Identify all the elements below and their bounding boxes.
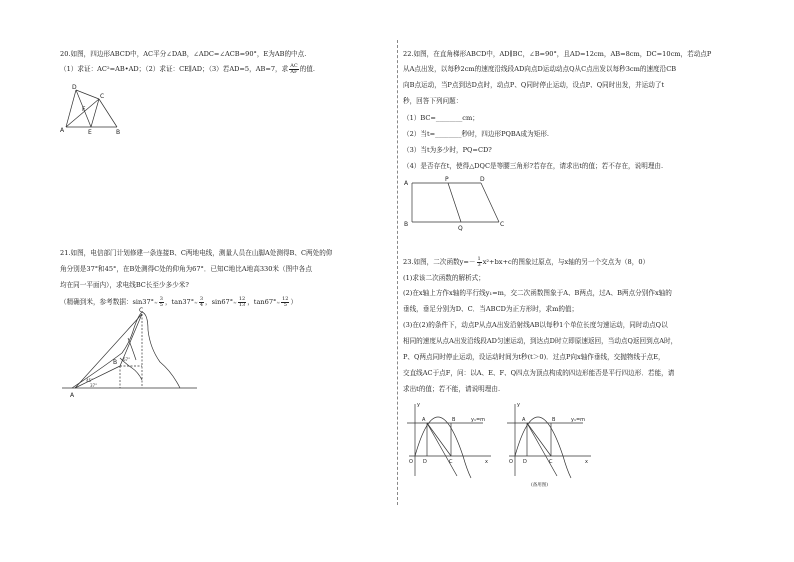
q23-line-1 xyxy=(403,256,649,269)
q20-label-e: E xyxy=(88,129,92,136)
q21-f2-num: 3 xyxy=(199,295,204,302)
q20-label-f: F xyxy=(82,106,86,113)
q23-f2-label-o: O xyxy=(509,459,513,465)
q21-frac-sin37 xyxy=(159,297,164,308)
q21-approx-1: ≈ xyxy=(153,301,158,306)
q23-f2-label-c: C xyxy=(549,459,553,465)
q21-angle-37: 37° xyxy=(90,383,98,388)
q21-frac-tan37 xyxy=(199,297,204,308)
q22-label-b: B xyxy=(404,221,409,228)
q21-approx-4: ≈ xyxy=(276,301,281,306)
q22-line-1: 22.如图，在直角梯形ABCD中，AD∥BC，∠B=90°，且AD=12cm，AB=8cm，DC=10cm，若动点P xyxy=(403,50,712,58)
q23-f2-label-a: A xyxy=(522,417,526,423)
q23-line-1a: 23.如图，二次函数y=－ xyxy=(403,258,476,266)
q21-line-2: 角分别是37°和45°，在B处测得C处的仰角为67°．已知C地比A地高330米（图中各点 xyxy=(60,265,312,273)
q23-line-1b: x²+bx+c的图象过原点，与x轴的另一个交点为（8，0） xyxy=(482,258,650,266)
q22-sub-2: （2）当t=________秒时，四边形PQBA成为矩形. xyxy=(403,130,550,138)
q23-sub-3b: 相同的速度从点A出发沿线段AD匀速运动，到达点D时立即原速返回，当动点Q返回到点A时， xyxy=(403,337,678,345)
q21-f4-den: 5 xyxy=(283,301,287,308)
q23-frac-den: 3 xyxy=(477,261,481,268)
q23-sub-2a: (2)在x轴上方作x轴的平行线y₁=m，交二次函数图象于A、B两点，过A、B两点分别作x轴的 xyxy=(403,289,672,297)
q21-f1-den: 5 xyxy=(159,301,163,308)
q21-ref-intro: （精确到米，参考数据：sin37° xyxy=(60,298,154,306)
q20-label-c: C xyxy=(100,93,105,100)
q22-line-2: 从A点出发，以每秒2cm的速度沿线段AD向点D运动动点Q从C点出发以每秒3cm的速度沿CB xyxy=(403,65,677,73)
q20-label-b: B xyxy=(116,129,121,136)
q21-f3-num: 12 xyxy=(238,295,246,302)
q23-sub-3a: (3)在(2)的条件下，动点P从点A出发沿射线AB以每秒1个单位长度匀速运动，同时动点Q以 xyxy=(403,321,668,329)
q22-label-d: D xyxy=(480,176,485,183)
q21-approx-3: ≈ xyxy=(233,301,237,306)
q21-tan37: ，tan37° xyxy=(164,298,195,306)
q22-figure xyxy=(403,174,513,234)
q23-f2-label-x: x xyxy=(585,459,588,465)
q20-label-d: D xyxy=(72,84,77,91)
q23-f1-label-y: y xyxy=(417,402,420,408)
q23-figure-caption: (备用图) xyxy=(531,483,549,488)
q21-f4-num: 12 xyxy=(282,295,289,302)
q20-fraction xyxy=(289,64,298,75)
q21-angle-45: 45° xyxy=(86,378,94,383)
q21-f2-den: 4 xyxy=(199,301,204,308)
q21-label-c: C xyxy=(139,307,144,314)
q23-f1-label-x: x xyxy=(485,459,488,465)
q20-line-2 xyxy=(60,63,315,76)
q23-sub-3d: 交直线AC于点F，问：以A、E、F、Q四点为顶点构成的四边形能否是平行四边形．若能，请 xyxy=(403,369,675,377)
q23-sub-3e: 求出t的值；若不能，请说明理由. xyxy=(403,385,501,393)
q23-f1-label-c: C xyxy=(449,459,453,465)
q21-frac-sin67 xyxy=(238,297,246,308)
q22-line-4: 秒，回答下列问题： xyxy=(403,97,463,105)
q23-figure-main xyxy=(405,398,497,480)
q23-f2-label-y: y xyxy=(517,402,520,408)
q21-f1-num: 3 xyxy=(159,295,163,302)
q20-line-1: 20.如图，四边形ABCD中，AC平分∠DAB，∠ADC=∠ACB=90°，E为AB的中点. xyxy=(60,50,307,58)
q22-label-q: Q xyxy=(458,225,463,232)
q21-sin67: ，sin67° xyxy=(205,298,234,306)
q23-sub-1: (1)求该二次函数的解析式； xyxy=(403,274,485,282)
q23-f1-label-line: y₁=m xyxy=(471,417,486,423)
q22-sub-1: （1）BC=________cm； xyxy=(403,114,479,122)
q20-line-2a: （1）求证：AC²=AB•AD；（2）求证：CE∥AD；（3）若AD=5，AB=7，求 xyxy=(60,65,289,73)
q21-label-a: A xyxy=(70,392,75,399)
q23-frac-num: 1 xyxy=(477,255,481,262)
q23-f2-label-b: B xyxy=(552,417,556,423)
q21-tan67: ，tan67° xyxy=(247,298,277,306)
q21-end: ） xyxy=(290,298,298,306)
q22-sub-4: （4）是否存在t，使得△DQC是等腰三角形?若存在，请求出t的值；若不存在，说明理由. xyxy=(403,162,664,170)
q20-label-a: A xyxy=(60,127,65,134)
q20-frac-den: AF xyxy=(290,68,298,75)
q23-sub-3c: P、Q两点同时停止运动，设运动时间为t秒(t＞0)．过点P向x轴作垂线，交抛物线于点E， xyxy=(403,353,665,361)
q22-label-p: P xyxy=(445,176,449,183)
q20-line-2b: 的值. xyxy=(299,65,315,73)
q21-line-3: 均在同一平面内），求电线BC长至少多少米? xyxy=(60,281,189,289)
q23-f2-label-line: y₁=m xyxy=(571,417,586,423)
column-divider xyxy=(397,40,398,505)
q23-f2-label-d: D xyxy=(523,459,527,465)
q23-fraction xyxy=(477,257,482,268)
q21-approx-2: ≈ xyxy=(194,301,198,306)
q22-label-a: A xyxy=(404,180,409,187)
q22-label-c: C xyxy=(500,221,505,228)
q21-f3-den: 13 xyxy=(238,301,246,308)
q20-figure xyxy=(58,84,128,134)
q21-line-1: 21.如图，电信部门计划修建一条连接B、C两地电线，测量人员在山脚A处测得B、C两处的仰 xyxy=(60,249,333,257)
q23-sub-2b: 垂线，垂足分别为D、C．当ABCD为正方形时，求m的值； xyxy=(403,305,579,313)
q23-f1-label-d: D xyxy=(423,459,427,465)
q23-f1-label-o: O xyxy=(409,459,413,465)
q21-angle-67: 67° xyxy=(123,357,131,362)
q20-frac-num: AC xyxy=(290,62,298,69)
q21-frac-tan67 xyxy=(281,297,289,308)
q23-f1-label-a: A xyxy=(422,417,426,423)
q21-label-b: B xyxy=(113,359,118,366)
q23-f1-label-b: B xyxy=(452,417,456,423)
q21-figure xyxy=(62,308,197,398)
q23-figure-spare xyxy=(505,398,597,490)
q22-line-3: 向B点运动，当P点到达D点时，动点P、Q同时停止运动，设点P、Q同时出发，并运动了t xyxy=(403,81,665,89)
q22-sub-3: （3）当t为多少时，PQ=CD? xyxy=(403,146,492,154)
